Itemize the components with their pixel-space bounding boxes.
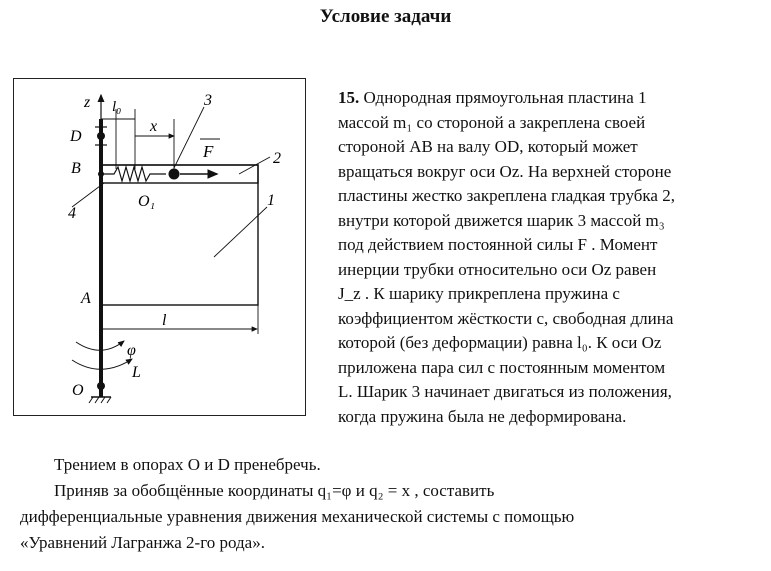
- label-z: z: [84, 94, 91, 111]
- statement-line-13: L. Шарик 3 начинает двигаться из положения,: [338, 382, 672, 401]
- requirements-line-1: Приняв за обобщённые координаты q₁=φ и q₂ = x , составить: [54, 481, 495, 500]
- statement-line-11: которой (без деформации) равна l₀. К оси Oz: [338, 333, 662, 352]
- label-o: O: [72, 382, 84, 399]
- statement-line-12: приложена пара сил с постоянным моментом: [338, 357, 666, 377]
- task-requirements: [20, 452, 755, 556]
- mechanism-figure: [13, 78, 306, 416]
- label-1: 1: [267, 192, 275, 209]
- statement-line-2: массой m₁ со стороной a закреплена своей: [338, 112, 646, 132]
- label-l-moment: L: [132, 364, 141, 381]
- statement-line-6: внутри которой движется шарик 3 массой m₃: [338, 210, 665, 230]
- label-l0: l₀: [112, 99, 122, 115]
- statement-line-14: когда пружина была не деформирована.: [338, 406, 627, 426]
- problem-statement: [338, 86, 746, 429]
- page-title: Условие задачи: [319, 6, 452, 27]
- label-d: D: [70, 128, 82, 145]
- statement-line-4: вращаться вокруг оси Oz. На верхней стороне: [338, 161, 672, 181]
- requirements-line-3: «Уравнений Лагранжа 2-го рода».: [20, 533, 265, 552]
- task-number: 15.: [338, 88, 360, 107]
- statement-line-1: 15. Однородная прямоугольная пластина 1: [338, 88, 647, 107]
- label-4: 4: [68, 205, 76, 222]
- label-3: 3: [204, 92, 212, 109]
- ball-3: [169, 169, 180, 180]
- label-a: A: [81, 290, 91, 307]
- label-x: x: [150, 118, 158, 135]
- spring: [103, 167, 166, 181]
- plate-1: [101, 165, 258, 305]
- requirements-line-2: дифференциальные уравнения движения механической системы с помощью: [20, 507, 575, 526]
- label-2: 2: [273, 150, 281, 167]
- label-phi: φ: [127, 342, 136, 359]
- label-b: B: [71, 160, 81, 177]
- statement-line-9: J_z . К шарику прикреплена пружина с: [338, 284, 620, 303]
- label-o1: O₁: [138, 193, 156, 210]
- statement-line-5: пластины жестко закреплена гладкая трубка 2,: [338, 186, 675, 205]
- statement-line-10: коэффициентом жёсткости c, свободная длина: [338, 308, 674, 328]
- mechanism-diagram: [14, 79, 307, 417]
- friction-note: Трением в опорах O и D пренебречь.: [54, 455, 321, 474]
- statement-line-7: под действием постоянной силы F . Момент: [338, 235, 658, 254]
- statement-line-8: инерции трубки относительно оси Oz равен: [338, 259, 657, 279]
- label-f: F: [203, 142, 214, 161]
- statement-line-3: стороной AB на валу OD, который может: [338, 137, 638, 156]
- label-l: l: [162, 312, 167, 329]
